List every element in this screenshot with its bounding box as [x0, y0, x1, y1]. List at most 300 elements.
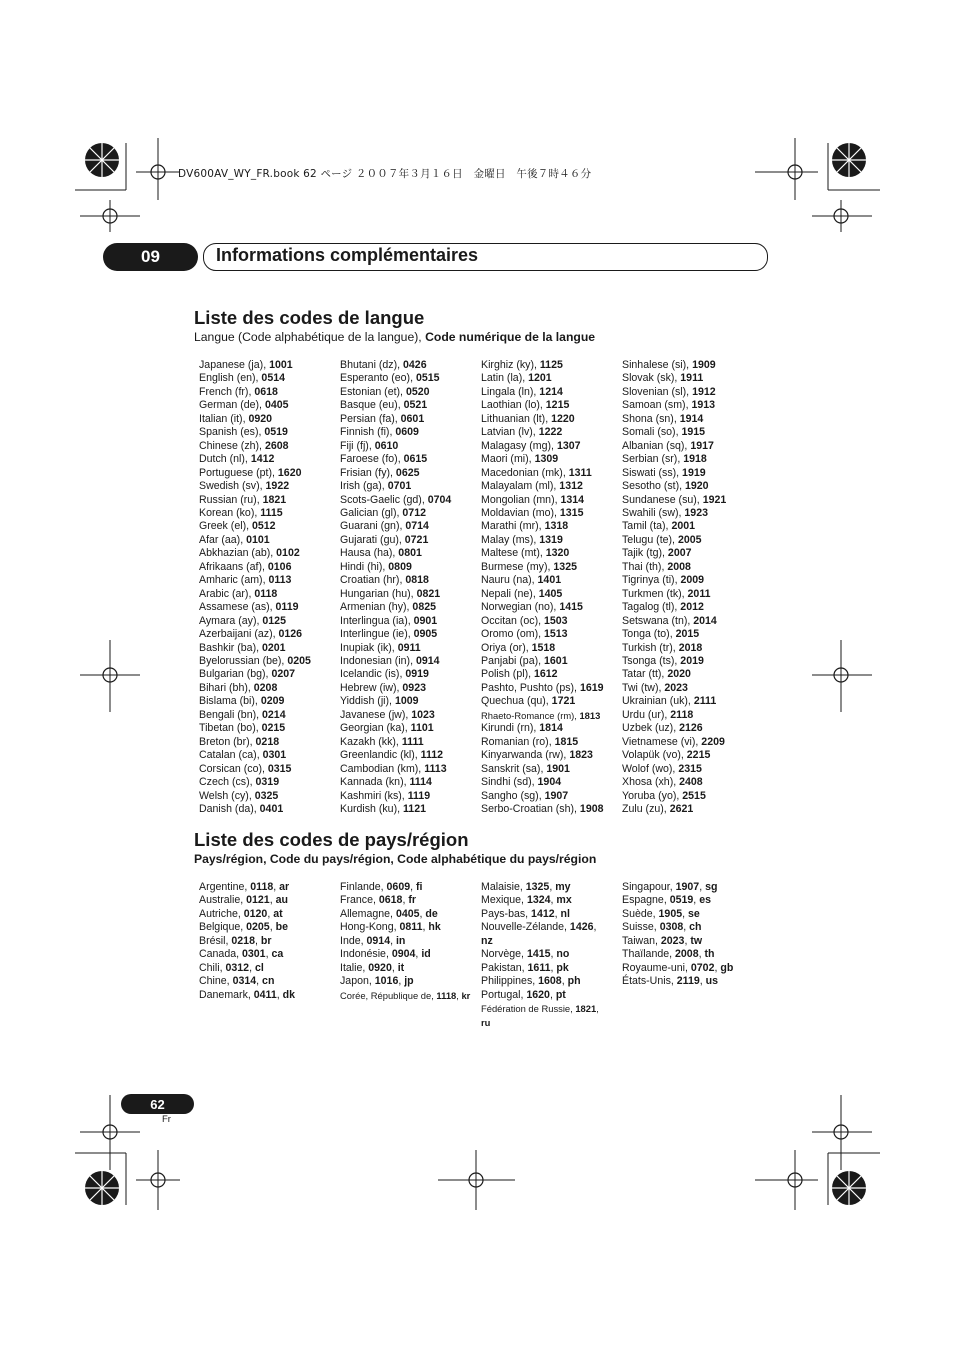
language-entry [622, 628, 762, 641]
language-name: Sangho (sg), [481, 789, 545, 802]
language-code: 0615 [403, 453, 428, 466]
language-entry [481, 520, 621, 533]
language-entry [481, 682, 621, 695]
language-name: Frisian (fy), [340, 466, 396, 479]
country-code: 0914 [366, 934, 391, 947]
language-name: German (de), [199, 399, 265, 412]
country-entry: Danemark, 0411, dk [199, 988, 296, 1001]
language-code: 0301 [262, 749, 287, 762]
language-code: 2020 [667, 668, 691, 681]
language-code: 1907 [544, 789, 569, 802]
language-name: Setswana (tn), [622, 614, 694, 627]
country-entry: Philippines, 1608, ph [481, 975, 581, 988]
language-column-3 [481, 359, 621, 816]
language-column-2 [340, 359, 480, 816]
language-entry [199, 494, 339, 507]
country-name: Nouvelle-Zélande, [481, 921, 570, 934]
country-entry: Hong-Kong, 0811, hk [340, 921, 441, 934]
language-code: 1814 [539, 722, 563, 735]
language-entry [199, 709, 339, 722]
language-entry [199, 507, 339, 520]
language-code: 1101 [410, 722, 434, 735]
language-code: 0714 [405, 520, 429, 533]
language-entry [340, 682, 480, 695]
language-code: 1601 [544, 654, 568, 667]
country-name: Fédération de Russie, [481, 1003, 576, 1015]
language-entry [481, 588, 621, 601]
language-entry [340, 561, 480, 574]
language-code: 1919 [682, 466, 706, 479]
language-entry [622, 668, 762, 681]
country-alpha-code: mx [556, 894, 572, 907]
country-alpha-code: au [275, 894, 288, 907]
language-entry [622, 790, 762, 803]
language-code: 1620 [277, 466, 302, 479]
language-entry [340, 790, 480, 803]
country-name: Inde, [340, 934, 367, 947]
language-entry [622, 372, 762, 385]
country-alpha-code: us [705, 975, 718, 988]
language-entry [622, 763, 762, 776]
country-name: Portugal, [481, 988, 527, 1001]
country-entry: France, 0618, fr [340, 894, 416, 907]
country-name: Pays-bas, [481, 907, 532, 920]
country-name: Japon, [340, 975, 375, 988]
country-code: 0205 [246, 921, 270, 934]
language-entry [340, 763, 480, 776]
language-code: 0201 [262, 641, 286, 654]
country-name: Taiwan, [622, 934, 661, 947]
language-name: Hindi (hi), [340, 560, 389, 573]
language-entry [481, 601, 621, 614]
language-code: 1312 [559, 480, 583, 493]
language-code: 1215 [545, 399, 570, 412]
language-entry [340, 507, 480, 520]
language-name: Latvian (lv), [481, 426, 539, 439]
country-alpha-code: ru [481, 1016, 491, 1028]
language-name: Bhutani (dz), [340, 359, 404, 371]
language-name: Abkhazian (ab), [199, 547, 277, 560]
language-name: Indonesian (in), [340, 654, 416, 667]
country-name: Autriche, [199, 907, 244, 920]
language-entry [340, 426, 480, 439]
country-name: Brésil, [199, 934, 232, 947]
country-code: 1118 [436, 989, 457, 1001]
language-column-4 [622, 359, 762, 816]
language-code: 1412 [250, 453, 275, 466]
language-entry [481, 709, 621, 722]
country-code: 2119 [676, 975, 700, 988]
language-entry [622, 426, 762, 439]
country-alpha-code: kr [461, 989, 471, 1001]
language-name: Gujarati (gu), [340, 533, 405, 546]
country-name: Chili, [199, 961, 226, 974]
language-code: 1821 [262, 493, 287, 506]
language-code: 1311 [568, 466, 592, 479]
country-name: Finlande, [340, 881, 387, 893]
country-code: 1611 [527, 961, 551, 974]
language-name: Bengali (bn), [199, 708, 263, 721]
language-code: 2015 [675, 628, 700, 641]
language-name: Inupiak (ik), [340, 641, 398, 654]
language-entry [481, 722, 621, 735]
language-name: Tsonga (ts), [622, 654, 681, 667]
language-name: Byelorussian (be), [199, 654, 288, 667]
language-code: 0214 [262, 708, 286, 721]
language-entry [622, 615, 762, 628]
language-entry [622, 588, 762, 601]
country-name: Royaume-uni, [622, 961, 691, 974]
chapter-number: 09 [103, 243, 198, 271]
language-entry [340, 453, 480, 466]
language-name: Finnish (fi), [340, 426, 396, 439]
country-name: Canada, [199, 948, 242, 961]
language-code: 0512 [251, 520, 276, 533]
country-alpha-code: be [275, 921, 288, 934]
language-name: Slovak (sk), [622, 372, 681, 385]
language-entry [340, 722, 480, 735]
language-code: 1318 [544, 520, 569, 533]
country-alpha-code: fr [408, 894, 416, 907]
language-name: Hausa (ha), [340, 547, 399, 560]
country-name: Chine, [199, 975, 233, 988]
language-entry [481, 372, 621, 385]
language-code: 1325 [553, 560, 577, 573]
language-entry [622, 399, 762, 412]
language-code: 1405 [538, 587, 563, 600]
language-name: Ukrainian (uk), [622, 695, 694, 708]
language-name: Oromo (om), [481, 628, 544, 641]
file-header: DV600AV_WY_FR.book 62 ページ ２００７年３月１６日 金曜日 午後７時４６分 [178, 168, 592, 180]
language-name: Afar (aa), [199, 533, 247, 546]
language-name: Norwegian (no), [481, 601, 560, 614]
language-entry [199, 615, 339, 628]
language-entry [340, 628, 480, 641]
language-code: 2608 [264, 439, 289, 452]
language-entry [199, 695, 339, 708]
language-entry [481, 655, 621, 668]
language-name: Panjabi (pa), [481, 654, 545, 667]
language-entry [481, 803, 621, 816]
country-code: 1426 [569, 921, 594, 934]
language-name: Croatian (hr), [340, 574, 406, 587]
language-section-title: Liste des codes de langue [194, 307, 425, 328]
country-entry: Indonésie, 0904, id [340, 948, 431, 961]
language-entry [199, 440, 339, 453]
country-entry: Argentine, 0118, ar [199, 881, 290, 893]
country-column-1 [199, 881, 339, 1002]
country-entry: Thaïlande, 2008, th [622, 948, 715, 961]
language-name: Yoruba (yo), [622, 789, 683, 802]
language-entry [622, 547, 762, 560]
language-entry [481, 547, 621, 560]
language-name: English (en), [199, 372, 262, 385]
country-entry: Brésil, 0218, br [199, 934, 272, 947]
country-name: Philippines, [481, 975, 539, 988]
language-name: Macedonian (mk), [481, 466, 569, 479]
language-code: 1315 [559, 506, 584, 519]
language-entry [481, 561, 621, 574]
language-name: Faroese (fo), [340, 453, 404, 466]
language-entry [199, 413, 339, 426]
language-code: 0208 [253, 681, 278, 694]
language-code: 2009 [680, 574, 705, 587]
page-language: Fr [162, 1114, 171, 1125]
country-entry: Norvège, 1415, no [481, 948, 570, 961]
country-alpha-code: no [556, 948, 570, 961]
country-alpha-code: jp [404, 975, 414, 988]
language-name: Bihari (bh), [199, 681, 254, 694]
country-entry: Taiwan, 2023, tw [622, 934, 703, 947]
country-entry: Japon, 1016, jp [340, 975, 414, 988]
country-name: États-Unis, [622, 975, 677, 988]
language-name: Pashto, Pushto (ps), [481, 681, 580, 694]
language-entry [199, 668, 339, 681]
language-code: 1913 [691, 399, 716, 412]
language-code: 1612 [533, 668, 558, 681]
language-entry [199, 803, 339, 816]
country-entry: Italie, 0920, it [340, 961, 405, 974]
language-code: 2209 [701, 735, 725, 748]
country-entry: Singapour, 1907, sg [622, 881, 718, 893]
language-name: Bashkir (ba), [199, 641, 262, 654]
language-entry [622, 453, 762, 466]
language-code: 0818 [405, 574, 429, 587]
country-entry: Corée, République de, 1118, kr [340, 989, 471, 1001]
language-entry [481, 736, 621, 749]
language-name: Esperanto (eo), [340, 372, 416, 385]
country-alpha-code: it [397, 961, 405, 974]
language-code: 1112 [420, 749, 444, 762]
language-name: Zulu (zu), [622, 802, 670, 815]
language-column-1 [199, 359, 339, 816]
language-name: Scots-Gaelic (gd), [340, 493, 428, 506]
language-entry [199, 655, 339, 668]
language-entry [340, 520, 480, 533]
language-entry [340, 547, 480, 560]
language-entry [340, 588, 480, 601]
language-entry [622, 736, 762, 749]
language-entry [481, 440, 621, 453]
language-name: Sindhi (sd), [481, 776, 538, 789]
language-code: 1114 [409, 776, 432, 789]
language-code: 1503 [544, 614, 568, 627]
country-alpha-code: br [260, 934, 272, 947]
country-entry: Royaume-uni, 0702, gb [622, 961, 734, 974]
country-code: 2023 [660, 934, 685, 947]
language-entry [622, 709, 762, 722]
country-alpha-code: pt [555, 988, 566, 1001]
country-code: 1415 [526, 948, 551, 961]
language-name: Bulgarian (bg), [199, 668, 272, 681]
language-code: 2408 [679, 776, 703, 789]
language-name: Mongolian (mn), [481, 493, 561, 506]
language-code: 1401 [537, 574, 562, 587]
language-entry [481, 359, 621, 372]
language-entry [199, 480, 339, 493]
language-name: Amharic (am), [199, 574, 269, 587]
language-name: Arabic (ar), [199, 587, 255, 600]
language-name: Romanian (ro), [481, 735, 555, 748]
country-code: 1821 [575, 1003, 597, 1015]
page-number: 62 [121, 1094, 194, 1114]
language-code: 0325 [254, 789, 279, 802]
language-code: 1023 [411, 708, 435, 721]
language-entry [481, 695, 621, 708]
language-entry [199, 467, 339, 480]
language-entry [622, 413, 762, 426]
language-name: Quechua (qu), [481, 695, 552, 708]
country-section-title: Liste des codes de pays/région [194, 829, 469, 850]
language-code: 0809 [388, 560, 412, 573]
language-name: Greenlandic (kl), [340, 749, 421, 762]
language-name: Swahili (sw), [622, 506, 685, 519]
language-entry [340, 386, 480, 399]
language-name: Azerbaijani (az), [199, 628, 279, 641]
country-alpha-code: cl [254, 961, 264, 974]
language-entry [481, 386, 621, 399]
country-entry: Fédération de Russie, 1821, ru [481, 1003, 599, 1028]
country-alpha-code: my [555, 881, 571, 893]
language-code: 1220 [551, 412, 575, 425]
language-code: 0207 [271, 668, 296, 681]
country-entry: États-Unis, 2119, us [622, 975, 718, 988]
language-code: 2012 [680, 601, 704, 614]
language-entry [199, 790, 339, 803]
language-code: 1908 [579, 802, 604, 815]
country-alpha-code: tw [690, 934, 703, 947]
country-code: 0618 [378, 894, 403, 907]
language-name: Shona (sn), [622, 412, 680, 425]
language-entry [199, 574, 339, 587]
language-code: 0901 [413, 614, 438, 627]
language-name: Greek (el), [199, 520, 252, 533]
language-name: Sesotho (st), [622, 480, 685, 493]
country-alpha-code: pk [556, 961, 569, 974]
language-name: Persian (fa), [340, 412, 401, 425]
country-entry: Inde, 0914, in [340, 934, 406, 947]
country-alpha-code: sg [705, 881, 718, 893]
language-name: Serbo-Croatian (sh), [481, 802, 580, 815]
country-entry: Allemagne, 0405, de [340, 907, 438, 920]
language-code: 0401 [259, 802, 284, 815]
language-entry [481, 642, 621, 655]
language-name: Basque (eu), [340, 399, 404, 412]
language-name: Siswati (ss), [622, 466, 683, 479]
language-code: 2005 [677, 533, 702, 546]
language-entry [481, 399, 621, 412]
language-code: 1912 [692, 385, 716, 398]
country-name: France, [340, 894, 379, 907]
language-code: 1823 [569, 749, 593, 762]
language-name: Nepali (ne), [481, 587, 539, 600]
country-code: 0218 [231, 934, 255, 947]
country-alpha-code: de [425, 907, 438, 920]
language-entry [622, 749, 762, 762]
language-entry [481, 776, 621, 789]
language-code: 1917 [690, 439, 714, 452]
language-code: 1309 [534, 453, 559, 466]
language-code: 0514 [261, 372, 285, 385]
language-name: Tibetan (bo), [199, 722, 262, 735]
language-entry [340, 372, 480, 385]
language-code: 1320 [545, 547, 570, 560]
language-code: 0701 [387, 480, 412, 493]
language-entry [199, 722, 339, 735]
language-entry [481, 494, 621, 507]
country-code: 1325 [525, 881, 550, 893]
language-code: 1920 [685, 480, 709, 493]
country-alpha-code: ar [279, 881, 290, 893]
language-name: Slovenian (sl), [622, 385, 693, 398]
language-name: Oriya (or), [481, 641, 532, 654]
language-name: Moldavian (mo), [481, 506, 560, 519]
language-entry [340, 399, 480, 412]
country-name: Espagne, [622, 894, 670, 907]
country-entry: Chili, 0312, cl [199, 961, 264, 974]
language-code: 1619 [579, 681, 604, 694]
country-code: 1620 [526, 988, 550, 1001]
language-name: Catalan (ca), [199, 749, 263, 762]
language-entry [340, 668, 480, 681]
language-name: Swedish (sv), [199, 480, 266, 493]
language-code: 0821 [416, 587, 441, 600]
language-name: Danish (da), [199, 802, 260, 815]
language-entry [481, 467, 621, 480]
language-entry [199, 763, 339, 776]
language-code: 1111 [401, 735, 424, 748]
language-entry [622, 561, 762, 574]
language-entry [622, 440, 762, 453]
language-name: Turkish (tr), [622, 641, 679, 654]
country-name: Singapour, [622, 881, 676, 893]
country-code: 0405 [395, 907, 420, 920]
language-name: Bislama (bi), [199, 695, 261, 708]
language-entry [340, 494, 480, 507]
country-name: Mexique, [481, 894, 527, 907]
language-code: 1009 [394, 695, 419, 708]
language-entry [340, 413, 480, 426]
language-entry [199, 628, 339, 641]
country-entry: Autriche, 0120, at [199, 907, 283, 920]
country-code: 0308 [659, 921, 684, 934]
country-alpha-code: th [704, 948, 715, 961]
language-code: 1518 [531, 641, 556, 654]
language-entry [622, 695, 762, 708]
country-code: 1412 [531, 907, 555, 920]
language-code: 2014 [693, 614, 717, 627]
language-name: Kurdish (ku), [340, 802, 403, 815]
language-entry [622, 480, 762, 493]
language-code: 1921 [702, 493, 727, 506]
language-entry [481, 507, 621, 520]
language-code: 2001 [671, 520, 696, 533]
language-code: 0209 [260, 695, 285, 708]
country-name: Italie, [340, 961, 369, 974]
language-entry [340, 736, 480, 749]
language-entry [199, 561, 339, 574]
language-code: 0126 [278, 628, 303, 641]
language-name: Dutch (nl), [199, 453, 251, 466]
language-name: Telugu (te), [622, 533, 678, 546]
language-code: 2126 [679, 722, 703, 735]
language-code: 0914 [415, 654, 440, 667]
language-entry [622, 574, 762, 587]
language-name: Twi (tw), [622, 681, 665, 694]
language-entry [481, 574, 621, 587]
country-code: 2008 [675, 948, 699, 961]
language-entry [199, 399, 339, 412]
